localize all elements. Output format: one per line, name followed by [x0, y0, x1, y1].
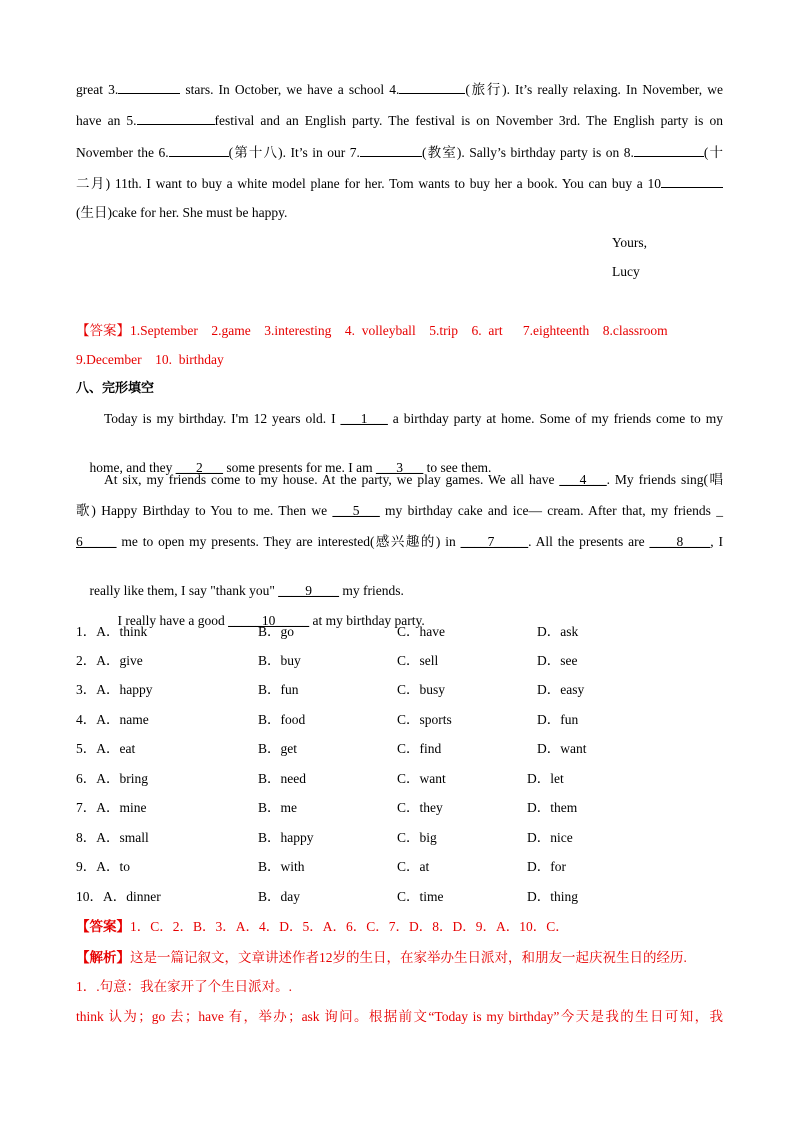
cloze-blank-6: 6_____	[76, 534, 117, 549]
question-5-option-c: C．find	[397, 741, 442, 756]
analysis-line-1: 【解析】这是一篇记叙文，文章讲述作者12岁的生日，在家举办生日派对，和朋友一起庆祝生日的经历.	[76, 950, 687, 965]
question-8-option-d: D．nice	[527, 830, 573, 845]
answer-label: 【答案】	[76, 919, 130, 934]
passage-line-3: At six, my friends come to my house. At the party, we play games. We all have ___4___. My friends sing(唱	[104, 472, 723, 487]
question-1-option-a: 1．A．think	[76, 624, 148, 639]
question-10-option-a: 10．A．dinner	[76, 889, 161, 904]
cloze-blank-4: ___4___	[559, 472, 607, 487]
blank-3	[118, 79, 180, 94]
question-10-option-d: D．thing	[527, 889, 579, 904]
question-4-option-c: C．sports	[397, 712, 452, 727]
question-4-option-b: B．food	[258, 712, 306, 727]
cloze-blank-9: ____9____	[278, 583, 339, 598]
question-5-option-a: 5．A．eat	[76, 741, 136, 756]
passage-line-2: home, and they ___2___ some presents for me. I am ___3___ to see them.	[89, 460, 492, 475]
question-9-option-c: C．at	[397, 859, 430, 874]
section-title: 八、完形填空	[76, 381, 155, 396]
letter-closing: Yours,	[612, 235, 648, 250]
question-7-option-a: 7．A．mine	[76, 800, 147, 815]
passage-line-4: 歌) Happy Birthday to You to me. Then we ___5___ my birthday cake and ice— cream. After that, my friends _	[76, 503, 723, 518]
question-8-option-b: B．happy	[258, 830, 314, 845]
blank-8	[634, 142, 704, 157]
question-5-option-b: B．get	[258, 741, 297, 756]
letter-line-5: (生日)cake for her. She must be happy.	[76, 205, 288, 220]
question-5-option-d: D．want	[537, 741, 587, 756]
question-8-option-c: C．big	[397, 830, 437, 845]
cloze-blank-5: ___5___	[332, 503, 380, 518]
question-4-option-a: 4．A．name	[76, 712, 149, 727]
question-6-option-b: B．need	[258, 771, 306, 786]
analysis-label: 【解析】	[76, 950, 130, 965]
passage-line-5: 6_____ me to open my presents. They are interested(感兴趣的) in ____7_____. All the presents are ____8____, I	[76, 534, 723, 549]
blank-5	[137, 110, 215, 125]
question-7-option-b: B．me	[258, 800, 297, 815]
question-9-option-d: D．for	[527, 859, 566, 874]
question-7-option-c: C．they	[397, 800, 443, 815]
blank-4	[399, 79, 465, 94]
question-3-option-b: B．fun	[258, 682, 299, 697]
cloze-blank-3: ___3___	[375, 460, 424, 475]
question-3-option-c: C．busy	[397, 682, 446, 697]
question-2-option-a: 2．A．give	[76, 653, 143, 668]
letter-line-4: 二月) 11th. I want to buy a white model plane for her. Tom wants to buy her a book. You can buy a 10	[76, 173, 723, 193]
passage-line-7: I really have a good _____10_____ at my birthday party.	[117, 613, 425, 628]
question-10-option-c: C．time	[397, 889, 444, 904]
question-1-option-d: D．ask	[537, 624, 579, 639]
analysis-line-2: 1．.句意：我在家开了个生日派对。.	[76, 979, 292, 994]
question-3-option-a: 3．A．happy	[76, 682, 153, 697]
cloze-blank-10: _____10_____	[228, 613, 310, 628]
question-10-option-b: B．day	[258, 889, 300, 904]
analysis-line-3: think 认为；go 去；have 有，举办；ask 询问。根据前文“Today is my birthday”今天是我的生日可知，我	[76, 1009, 723, 1024]
blank-6	[169, 142, 229, 157]
cloze-blank-7: ____7_____	[460, 534, 529, 549]
answer-key: 【答案】1．C．2．B．3．A．4．D．5．A．6．C．7．D．8．D．9．A．10．C．	[76, 919, 569, 934]
cloze-blank-1: ___1___	[340, 411, 388, 426]
question-2-option-b: B．buy	[258, 653, 301, 668]
passage-line-1: Today is my birthday. I'm 12 years old. I ___1___ a birthday party at home. Some of my friends come to my	[104, 411, 723, 426]
cloze-blank-8: ____8____	[649, 534, 711, 549]
answer-line-2: 9.December 10. birthday	[76, 352, 224, 367]
question-1-option-c: C．have	[397, 624, 445, 639]
passage-line-6: really like them, I say "thank you" ____9____ my friends.	[89, 583, 404, 598]
letter-signature: Lucy	[612, 264, 640, 279]
question-4-option-d: D．fun	[537, 712, 579, 727]
question-6-option-c: C．want	[397, 771, 446, 786]
question-2-option-c: C．sell	[397, 653, 439, 668]
question-2-option-d: D．see	[537, 653, 578, 668]
letter-line-3: November the 6. (第十八). It’s in our 7. (教室). Sally’s birthday party is on 8. (十	[76, 142, 723, 162]
question-9-option-b: B．with	[258, 859, 305, 874]
question-6-option-a: 6．A．bring	[76, 771, 148, 786]
answer-line-1: 【答案】1.September 2.game 3.interesting 4. volleyball 5.trip 6. art 7.eighteenth 8.classroom	[76, 323, 668, 338]
question-9-option-a: 9．A．to	[76, 859, 130, 874]
question-3-option-d: D．easy	[537, 682, 585, 697]
blank-7	[360, 142, 422, 157]
question-1-option-b: B．go	[258, 624, 295, 639]
letter-line-1: great 3. stars. In October, we have a school 4. (旅行). It’s really relaxing. In November, we	[76, 79, 723, 99]
letter-line-2: have an 5. festival and an English party. The festival is on November 3rd. The English party is on	[76, 110, 723, 130]
question-8-option-a: 8．A．small	[76, 830, 149, 845]
cloze-blank-2: ___2___	[175, 460, 223, 475]
question-7-option-d: D．them	[527, 800, 578, 815]
question-6-option-d: D．let	[527, 771, 564, 786]
blank-10	[661, 173, 723, 188]
